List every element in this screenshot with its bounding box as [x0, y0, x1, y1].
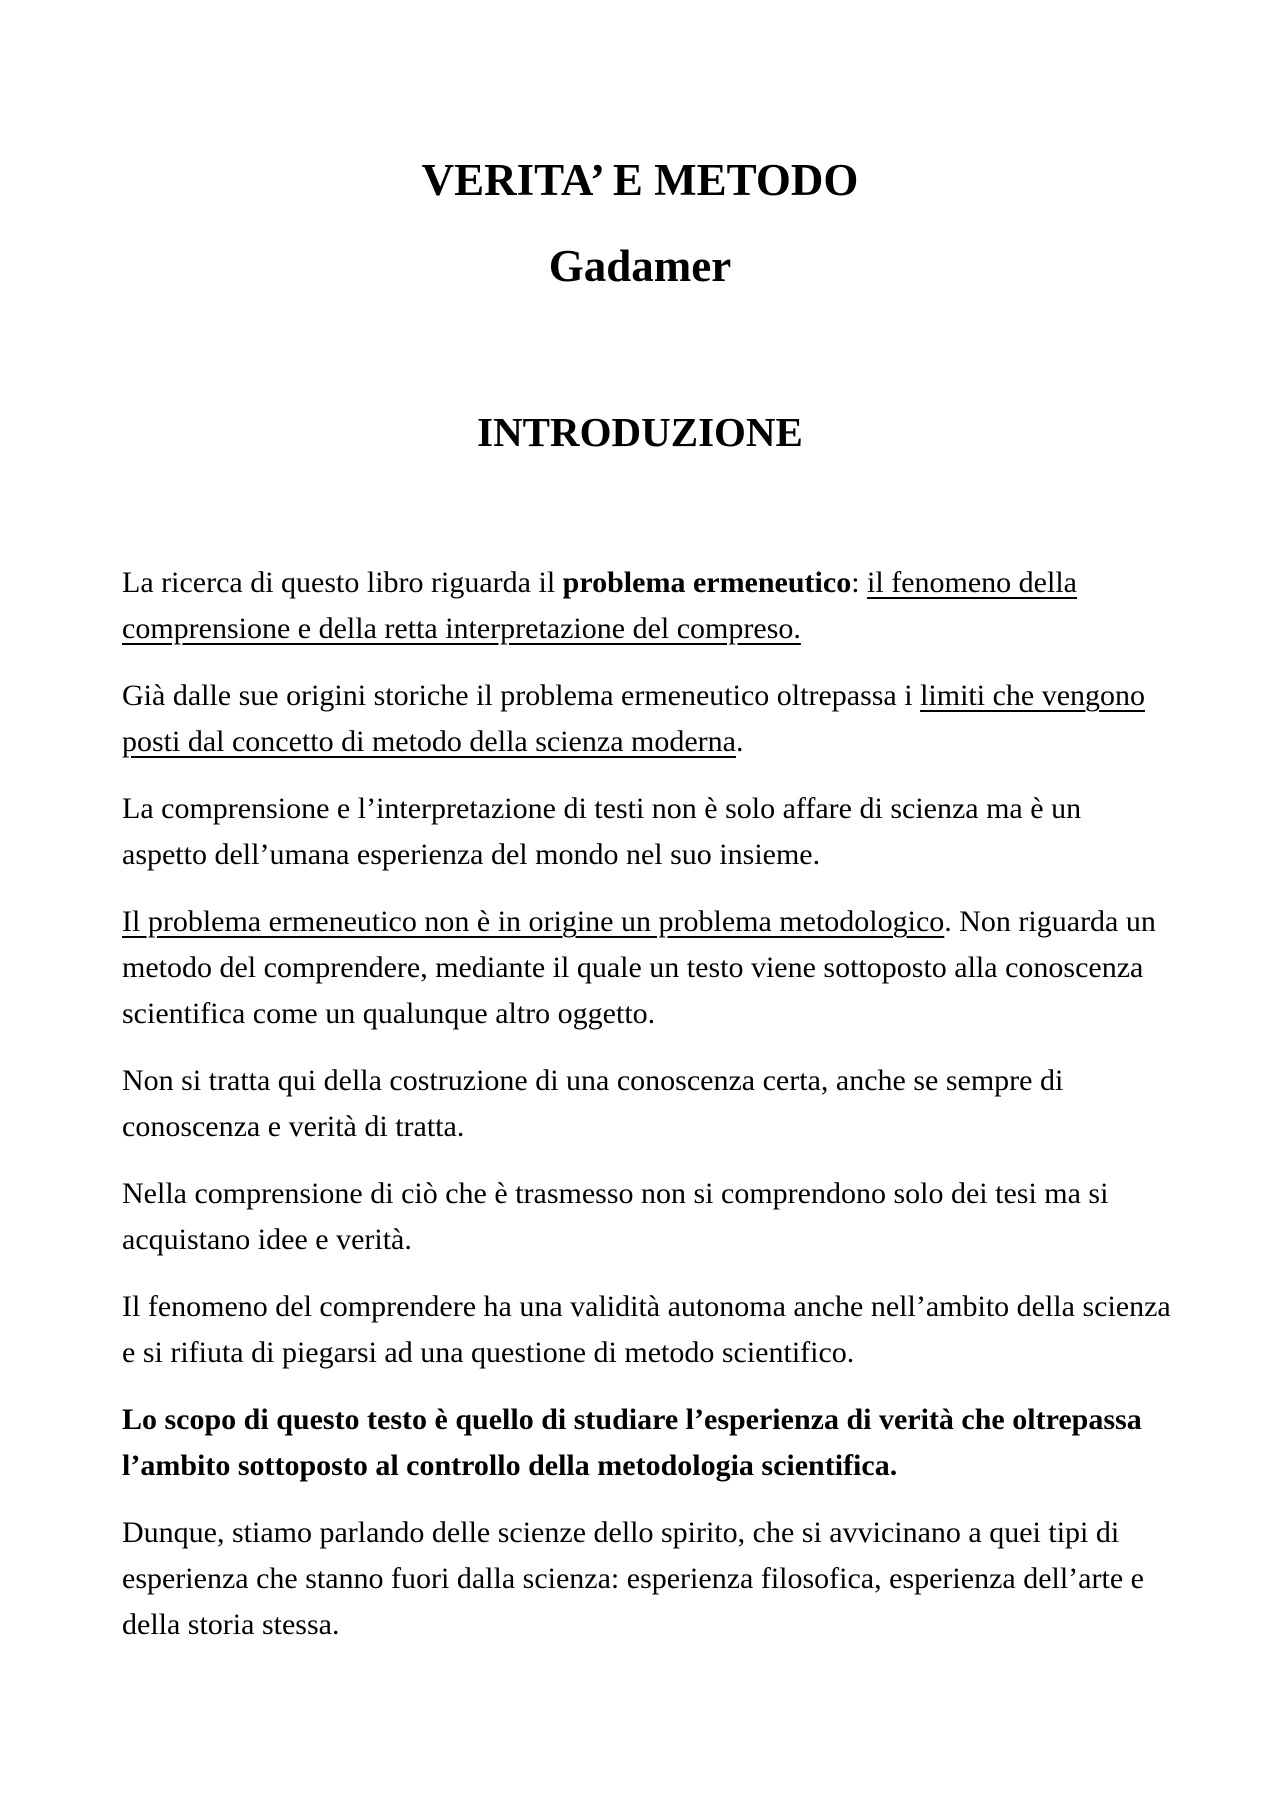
paragraph-1-text: La ricerca di questo libro riguarda il	[122, 566, 563, 599]
paragraph-2-text: Già dalle sue origini storiche il problema ermeneutico oltrepassa i	[122, 679, 921, 712]
paragraph-4-underlined: Il problema ermeneutico non è in origine un problema metodologico	[122, 905, 945, 938]
paragraph-5: Non si tratta qui della costruzione di una conoscenza certa, anche se sempre di conoscenza e verità di tratta.	[122, 1064, 1064, 1143]
document-title: VERITA’ E METODO	[421, 155, 859, 205]
paragraph-4	[122, 899, 1172, 1037]
paragraph-2	[122, 673, 1172, 765]
paragraph-1	[122, 560, 1172, 652]
paragraph-2-period: .	[735, 725, 744, 758]
paragraph-4-text: . Non riguarda un metodo del comprendere, mediante il quale un testo viene sottoposto alla conoscenza scientifica come un qualunque altro oggetto.	[122, 905, 1156, 1030]
paragraph-8-bold: Lo scopo di questo testo è quello di studiare l’esperienza di verità che oltrepassa l’ambito sottoposto al controllo della metodologia scientifica.	[122, 1403, 1142, 1482]
paragraph-2-underlined: limiti che vengono posti dal concetto di metodo della scienza moderna	[122, 679, 1146, 758]
document-author: Gadamer	[548, 241, 732, 291]
paragraph-1-colon: :	[851, 566, 868, 599]
paragraph-1-bold-term: problema ermeneutico	[562, 566, 852, 599]
paragraph-9: Dunque, stiamo parlando delle scienze dello spirito, che si avvicinano a quei tipi di esperienza che stanno fuori dalla scienza: esperienza filosofica, esperienza dell’arte e della storia stessa.	[122, 1516, 1144, 1641]
paragraph-6: Nella comprensione di ciò che è trasmesso non si comprendono solo dei tesi ma si acquistano idee e verità.	[122, 1177, 1109, 1256]
paragraph-3: La comprensione e l’interpretazione di testi non è solo affare di scienza ma è un aspetto dell’umana esperienza del mondo nel suo insieme.	[122, 792, 1082, 871]
paragraph-1-underlined: il fenomeno della comprensione e della retta interpretazione del compreso.	[122, 566, 1077, 645]
section-heading: INTRODUZIONE	[477, 409, 803, 455]
body-text	[122, 560, 1172, 1669]
paragraph-7: Il fenomeno del comprendere ha una validità autonoma anche nell’ambito della scienza e si rifiuta di piegarsi ad una questione di metodo scientifico.	[122, 1290, 1171, 1369]
